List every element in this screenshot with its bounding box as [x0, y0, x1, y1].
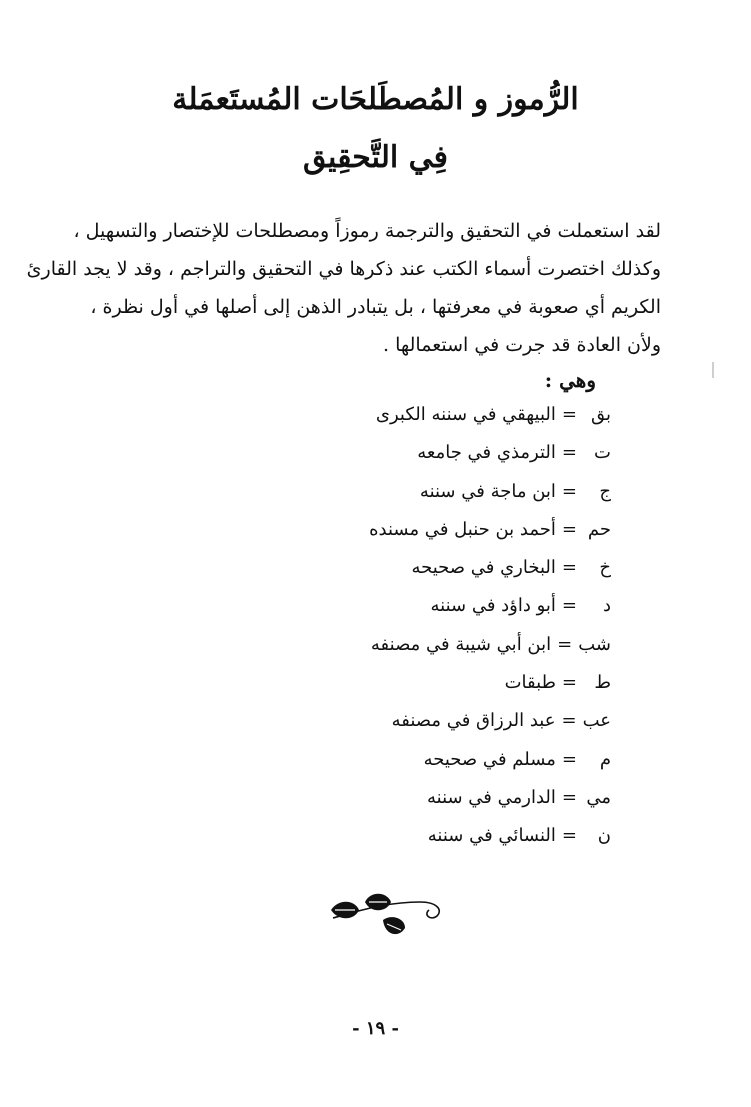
- equals-sign: =: [561, 442, 577, 464]
- vine-leaf-ornament-icon: [325, 880, 445, 950]
- abbreviation-meaning: مسلم في صحيحه: [423, 748, 556, 770]
- abbreviation: ط: [594, 672, 611, 694]
- list-item: [311, 589, 611, 627]
- list-item: [311, 704, 611, 742]
- list-item: [311, 781, 611, 819]
- abbreviation-meaning: النسائي في سننه: [427, 825, 556, 847]
- page-subtitle: فِي التَّحقِيق: [303, 140, 448, 175]
- paragraph-line: ولأن العادة قد جرت في استعمالها .: [383, 334, 661, 356]
- equals-sign: =: [561, 786, 577, 808]
- list-item: [311, 475, 611, 513]
- list-item: [311, 436, 611, 474]
- abbreviation-meaning: عبد الرزاق في مصنفه: [391, 710, 556, 732]
- abbreviation: ت: [594, 442, 611, 464]
- list-item: [311, 513, 611, 551]
- abbreviation-list: [311, 398, 611, 858]
- page-title: الرُّموز و المُصطَلحَات المُستَعمَلة: [172, 82, 579, 117]
- paragraph-line: لقد استعملت في التحقيق والترجمة رموزاً ومصطلحات للإختصار والتسهيل ،: [73, 220, 661, 242]
- abbreviation: حم: [587, 518, 611, 540]
- scan-mark: [712, 362, 714, 378]
- abbreviation-meaning: طبقات: [504, 672, 556, 694]
- paragraph-line: وكذلك اختصرت أسماء الكتب عند ذكرها في التحقيق والتراجم ، وقد لا يجد القارئ: [26, 258, 661, 280]
- equals-sign: =: [561, 557, 577, 579]
- equals-sign: =: [561, 480, 577, 502]
- abbreviation-meaning: البخاري في صحيحه: [411, 557, 556, 579]
- abbreviation: م: [599, 748, 611, 770]
- equals-sign: =: [561, 595, 577, 617]
- list-item: [311, 743, 611, 781]
- equals-sign: =: [561, 825, 577, 847]
- abbreviation: مي: [586, 786, 611, 808]
- equals-sign: =: [561, 710, 577, 732]
- abbreviation: ن: [597, 825, 611, 847]
- equals-sign: =: [561, 404, 577, 425]
- abbreviation: ج: [599, 480, 611, 502]
- abbreviation: بق: [590, 404, 611, 425]
- equals-sign: =: [561, 672, 577, 694]
- list-item: [311, 666, 611, 704]
- equals-sign: =: [561, 748, 577, 770]
- abbreviation: شب: [578, 633, 611, 655]
- paragraph-line: الكريم أي صعوبة في معرفتها ، بل يتبادر الذهن إلى أصلها في أول نظرة ،: [90, 296, 661, 318]
- list-item: [311, 398, 611, 436]
- abbreviation-meaning: الترمذي في جامعه: [417, 442, 556, 464]
- abbreviation: عب: [582, 710, 611, 732]
- intro-paragraph: [26, 212, 661, 364]
- page-number: - ١٩ -: [352, 1018, 399, 1039]
- list-item: [311, 628, 611, 666]
- abbreviation-meaning: ابن ماجة في سننه: [419, 480, 556, 502]
- abbreviation-meaning: ابن أبي شيبة في مصنفه: [370, 633, 552, 655]
- abbreviation-meaning: البيهقي في سننه الكبرى: [375, 404, 556, 425]
- abbreviation-meaning: الدارمي في سننه: [426, 786, 556, 808]
- abbreviation-meaning: أحمد بن حنبل في مسنده: [369, 518, 556, 540]
- equals-sign: =: [561, 518, 577, 540]
- list-item: [311, 819, 611, 857]
- list-item: [311, 551, 611, 589]
- abbreviation: خ: [599, 557, 611, 579]
- abbreviation: د: [602, 595, 611, 617]
- abbreviation-meaning: أبو داؤد في سننه: [430, 595, 556, 617]
- equals-sign: =: [557, 633, 573, 655]
- list-intro: وهي :: [544, 368, 596, 392]
